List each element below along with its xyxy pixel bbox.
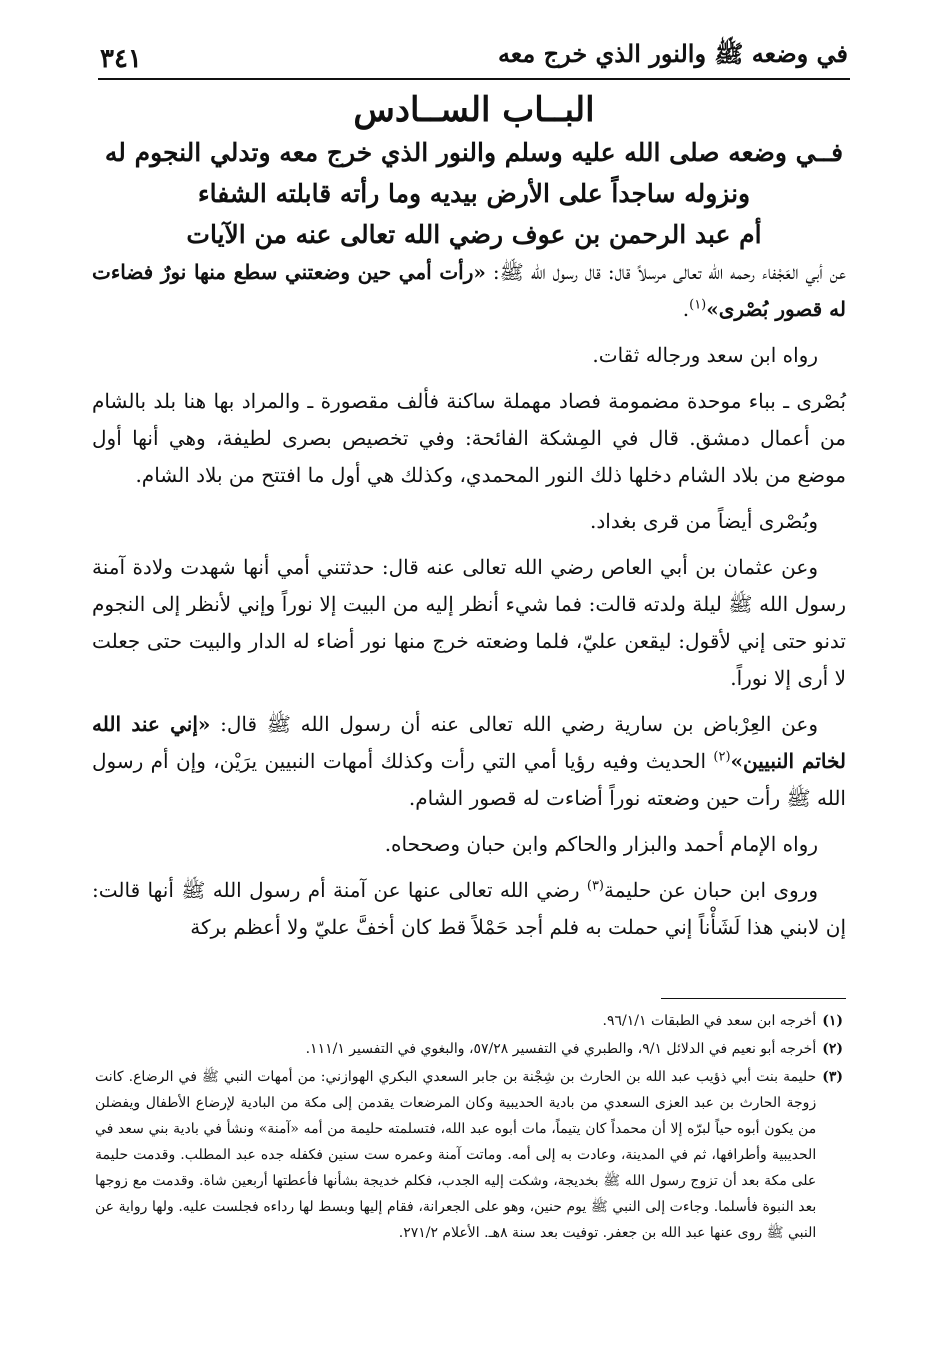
body-text bbox=[92, 254, 846, 955]
footnote bbox=[95, 1064, 843, 1246]
chapter-subtitle-line: أم عبد الرحمن بن عوف رضي الله تعالى عنه من الآيات bbox=[186, 220, 762, 249]
paragraph: وعن عثمان بن أبي العاص رضي الله تعالى عنه قال: حدثتني أمي أنها شهدت ولادة آمنة رسول الله ﷺ ليلة ولدته قالت: فما شيء أنظر إليه من البيت إلا نوراً وإني لأنظر إلى النجوم تدنو حتى إني لأقول: ليقعن عليّ، فلما وضعته خرج منها نور أضاء له الدار والبيت حتى جعلت لا أرى إلا نوراً. bbox=[92, 555, 846, 690]
running-title: في وضعه ﷺ والنور الذي خرج معه bbox=[497, 39, 848, 68]
paragraph-text: وعن العِرْباض بن سارية رضي الله تعالى عنه أن رسول الله ﷺ قال: bbox=[210, 712, 818, 736]
footnote-text: حليمة بنت أبي ذؤيب عبد الله بن الحارث بن شِجْنة بن جابر السعدي البكري الهوازني: من أمهات النبي ﷺ في الرضاع. كانت زوجة الحارث بن عبد العزى السعدي من بادية الحديبية وكان المرضعات يقدمن إلى مكة من البادية لإرضاع الأطفال ويفضلن من يكون أبوه حياً لبرّه إلا أن محمداً كان يتيماً، مات أبوه عبد الله، فتسلمته حليمة من أمه «آمنة» ونشأ في بادية بني سعد في الحديبية وأطرافها، ثم في المدينة، وعادت به إلى أمه. وماتت آمنة وعمره ست سنين فكفله جده عبد المطلب. وقدمت حليمة على مكة بعد أن تزوج رسول الله ﷺ بخديجة، وشكت إليه الجدب، فكلم خديجة بشأنها فأعطتها أربعين شاة. وقدمت مع زوجها بعد النبوة فأسلما. وجاءت إلى النبي ﷺ يوم حنين، وهو على الجعرانة، فقام إليها وبسط لها رداءه فجلست عليه. ولها رواية عن النبي ﷺ روى عنها عبد الله بن جعفر. توفيت بعد سنة ٨هـ. الأعلام ٢٧١/٢. bbox=[95, 1069, 817, 1241]
paragraph-text: رضي الله تعالى عنها عن آمنة أم رسول الله ﷺ أنها قالت: إن لابني هذا لَشَأْناً إني حملت به فلم أجد حَمْلاً قط كان أخفَّ عليّ ولا أعظم بركة bbox=[92, 878, 846, 939]
paragraph: رواه ابن سعد ورجاله ثقات. bbox=[592, 343, 818, 367]
page-header bbox=[100, 34, 848, 74]
footnotes bbox=[95, 1008, 843, 1248]
footnote-ref: (٢) bbox=[713, 749, 731, 765]
hadith-quote: «إني عند الله لخاتم النبيين» bbox=[92, 712, 846, 773]
page-number: ٣٤١ bbox=[100, 44, 142, 74]
header-rule bbox=[98, 78, 850, 80]
chapter-subtitle-line: ونزوله ساجداً على الأرض بيديه وما رأته قابلته الشفاء bbox=[197, 179, 751, 208]
paragraph bbox=[92, 254, 846, 328]
paragraph bbox=[92, 872, 846, 946]
footnote bbox=[95, 1008, 843, 1034]
paragraph-text: وروى ابن حبان عن حليمة bbox=[604, 878, 818, 902]
footnote-ref: (١) bbox=[689, 297, 707, 313]
footnote bbox=[95, 1036, 843, 1062]
chapter-heading bbox=[100, 88, 848, 255]
footnote-ref: (٣) bbox=[586, 878, 604, 894]
footnote-number: (٣) bbox=[822, 1069, 843, 1085]
paragraph-text: الحديث وفيه رؤيا أمي التي رأت وكذلك أمهات النبيين يرَيْن، وإن أم رسول الله ﷺ رأت حين وضعته نوراً أضاءت له قصور الشام. bbox=[92, 749, 846, 810]
chapter-title: البــاب الســادس bbox=[353, 90, 595, 130]
paragraph: رواه الإمام أحمد والبزار والحاكم وابن حبان وصححاه. bbox=[384, 832, 818, 856]
paragraph bbox=[92, 706, 846, 817]
footnote-rule bbox=[661, 998, 846, 999]
chapter-subtitle-line: فــي وضعه صلى الله عليه وسلم والنور الذي خرج معه وتدلي النجوم له bbox=[104, 138, 844, 167]
paragraph-text: . bbox=[682, 297, 690, 321]
hadith-quote: «رأت أمي حين وضعتني سطع منها نورٌ فضاءت له قصور بُصْرى» bbox=[92, 260, 846, 321]
footnote-number: (١) bbox=[822, 1013, 843, 1029]
paragraph-text: عن أبي العَجْفاء رحمه الله تعالى مرسلاً قال: قال رسول الله ﷺ: bbox=[485, 260, 847, 284]
footnote-text: أخرجه أبو نعيم في الدلائل ٩/١، والطبري في التفسير ٥٧/٢٨، والبغوي في التفسير ١١١/١. bbox=[305, 1041, 817, 1057]
paragraph: بُصْرى ـ بباء موحدة مضمومة فصاد مهملة ساكنة فألف مقصورة ـ والمراد بها هنا بلد بالشام من أعمال دمشق. قال في المِشكة الفائحة: وفي تخصيص بصرى لطيفة، وهي أنها أول موضع من بلاد الشام دخلها ذلك النور المحمدي، وكذلك هي أول ما افتتح من بلاد الشام. bbox=[92, 389, 846, 487]
paragraph: وبُصْرى أيضاً من قرى بغداد. bbox=[590, 509, 818, 533]
footnote-number: (٢) bbox=[822, 1041, 843, 1057]
footnote-text: أخرجه ابن سعد في الطبقات ٩٦/١/١. bbox=[602, 1013, 817, 1029]
